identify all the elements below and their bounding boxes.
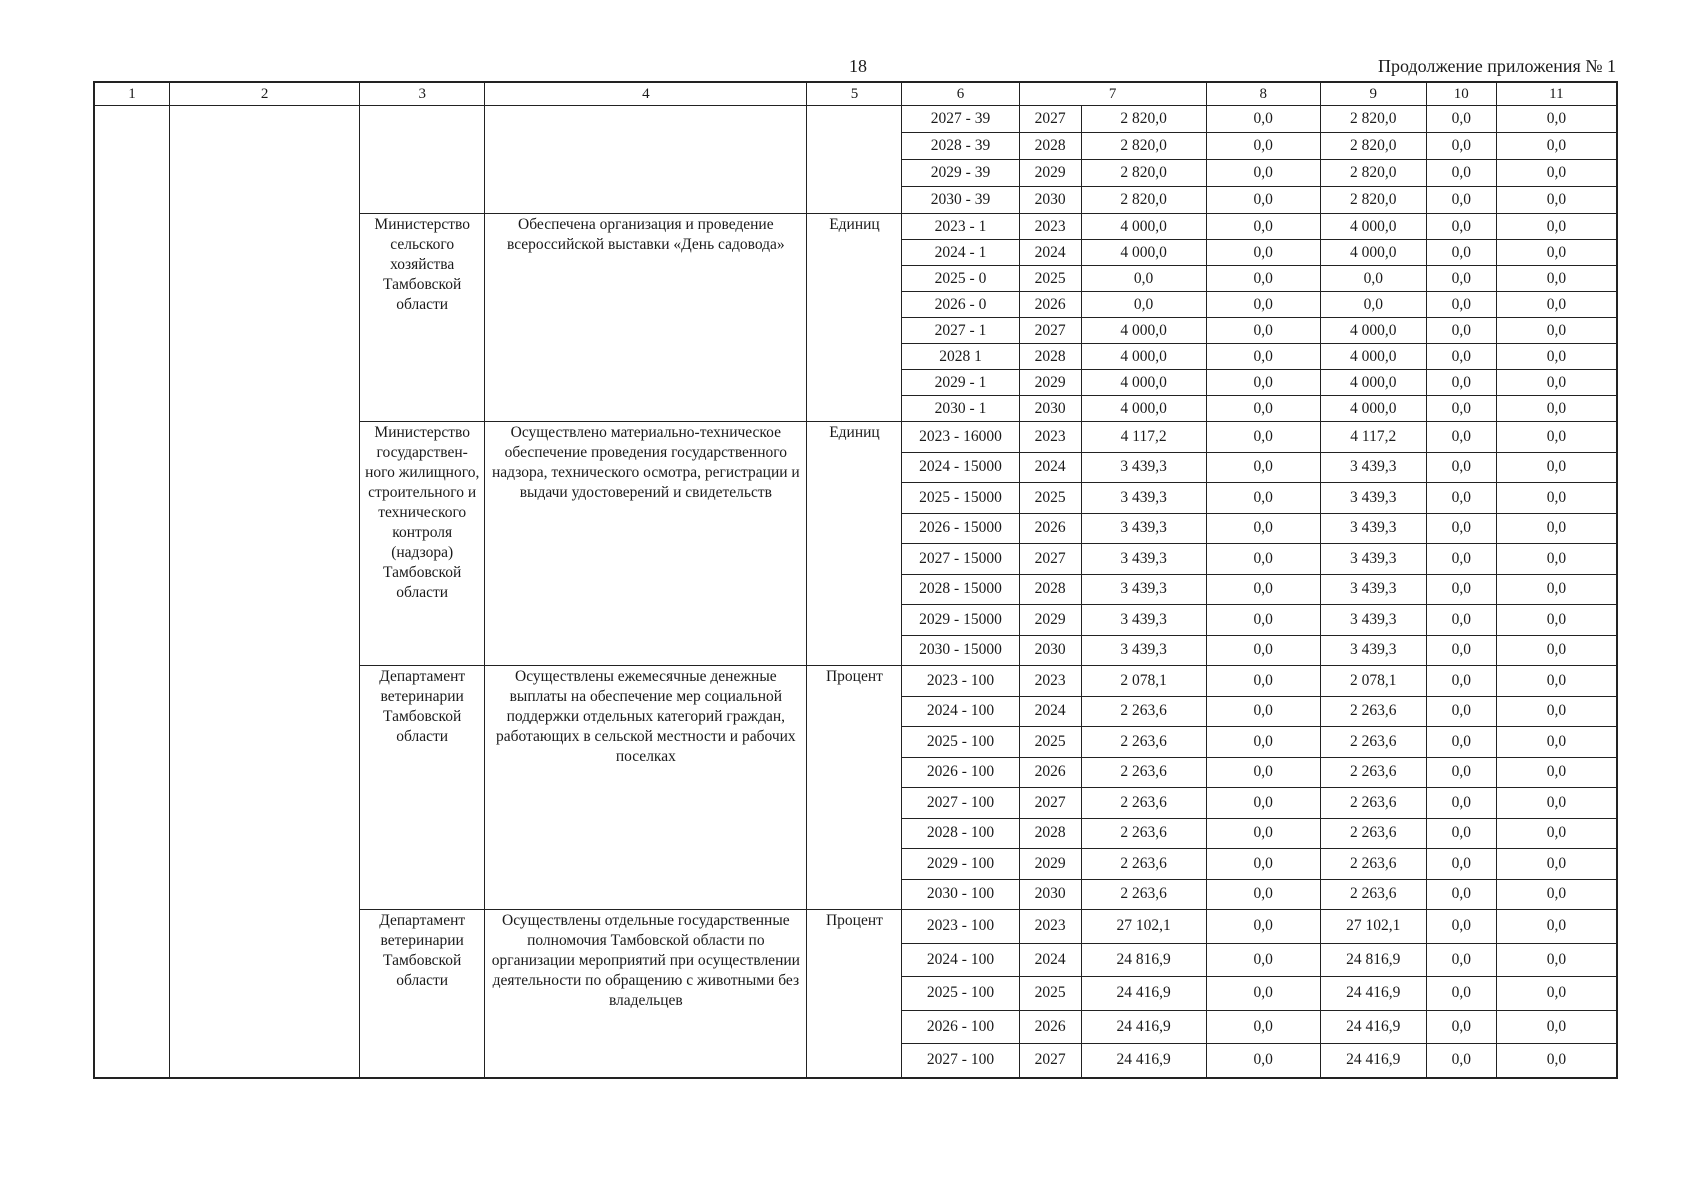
target-value: 2025 - 100	[902, 977, 1019, 1011]
amount-col-9: 3 439,3	[1320, 605, 1426, 636]
col-number-8: 8	[1206, 83, 1320, 106]
target-value: 2026 - 0	[902, 292, 1019, 318]
year: 2028	[1019, 818, 1081, 849]
year: 2026	[1019, 292, 1081, 318]
col-number-5: 5	[807, 83, 902, 106]
amount-col-8: 0,0	[1206, 544, 1320, 575]
col-number-1: 1	[95, 83, 170, 106]
col2-cell	[170, 106, 360, 1078]
amount-col-9: 2 820,0	[1320, 160, 1426, 187]
year: 2028	[1019, 574, 1081, 605]
amount-col-10: 0,0	[1426, 1044, 1496, 1078]
col-number-4: 4	[485, 83, 807, 106]
target-value: 2024 - 100	[902, 696, 1019, 727]
amount-col-10: 0,0	[1426, 187, 1496, 214]
amount-col-11: 0,0	[1496, 160, 1616, 187]
target-value: 2029 - 1	[902, 370, 1019, 396]
year: 2025	[1019, 977, 1081, 1011]
amount-col-11: 0,0	[1496, 422, 1616, 453]
amount-col-9: 4 000,0	[1320, 318, 1426, 344]
target-value: 2028 - 100	[902, 818, 1019, 849]
amount-total: 4 000,0	[1081, 396, 1206, 422]
amount-col-8: 0,0	[1206, 344, 1320, 370]
amount-col-10: 0,0	[1426, 133, 1496, 160]
amount-total: 2 263,6	[1081, 727, 1206, 758]
amount-total: 2 820,0	[1081, 187, 1206, 214]
amount-col-11: 0,0	[1496, 214, 1616, 240]
amount-col-9: 3 439,3	[1320, 483, 1426, 514]
amount-col-8: 0,0	[1206, 133, 1320, 160]
target-value: 2023 - 100	[902, 910, 1019, 944]
amount-col-10: 0,0	[1426, 605, 1496, 636]
year: 2029	[1019, 160, 1081, 187]
amount-total: 0,0	[1081, 266, 1206, 292]
amount-total: 3 439,3	[1081, 635, 1206, 666]
result-description: Осуществлено материально-техническое обеспечение проведения государственного надзора, технического осмотра, регистрации и выдачи удостоверений и свидетельств	[485, 422, 807, 666]
target-value: 2025 - 0	[902, 266, 1019, 292]
amount-col-9: 2 820,0	[1320, 133, 1426, 160]
amount-col-9: 2 263,6	[1320, 696, 1426, 727]
amount-total: 2 078,1	[1081, 666, 1206, 697]
year: 2025	[1019, 483, 1081, 514]
amount-col-8: 0,0	[1206, 727, 1320, 758]
amount-total: 2 263,6	[1081, 757, 1206, 788]
amount-col-10: 0,0	[1426, 214, 1496, 240]
amount-col-11: 0,0	[1496, 977, 1616, 1011]
amount-col-11: 0,0	[1496, 757, 1616, 788]
amount-col-8: 0,0	[1206, 1044, 1320, 1078]
col1-cell	[95, 106, 170, 1078]
amount-col-10: 0,0	[1426, 160, 1496, 187]
amount-col-9: 2 263,6	[1320, 788, 1426, 819]
amount-total: 2 820,0	[1081, 160, 1206, 187]
amount-total: 2 263,6	[1081, 879, 1206, 910]
year: 2024	[1019, 943, 1081, 977]
amount-col-9: 4 000,0	[1320, 344, 1426, 370]
amount-col-8: 0,0	[1206, 818, 1320, 849]
amount-col-10: 0,0	[1426, 574, 1496, 605]
amount-col-11: 0,0	[1496, 849, 1616, 880]
year: 2030	[1019, 187, 1081, 214]
amount-col-11: 0,0	[1496, 106, 1616, 133]
year: 2027	[1019, 106, 1081, 133]
target-value: 2026 - 15000	[902, 513, 1019, 544]
amount-col-10: 0,0	[1426, 483, 1496, 514]
amount-total: 4 000,0	[1081, 344, 1206, 370]
amount-total: 3 439,3	[1081, 574, 1206, 605]
amount-col-11: 0,0	[1496, 483, 1616, 514]
target-value: 2028 - 39	[902, 133, 1019, 160]
amount-col-9: 24 416,9	[1320, 1010, 1426, 1044]
col-number-7: 7	[1019, 83, 1206, 106]
amount-col-8: 0,0	[1206, 292, 1320, 318]
target-value: 2030 - 100	[902, 879, 1019, 910]
amount-total: 2 263,6	[1081, 849, 1206, 880]
amount-col-9: 4 117,2	[1320, 422, 1426, 453]
amount-col-11: 0,0	[1496, 513, 1616, 544]
year: 2029	[1019, 605, 1081, 636]
amount-total: 3 439,3	[1081, 483, 1206, 514]
amount-col-10: 0,0	[1426, 240, 1496, 266]
target-value: 2027 - 100	[902, 788, 1019, 819]
amount-col-10: 0,0	[1426, 318, 1496, 344]
amount-col-10: 0,0	[1426, 266, 1496, 292]
amount-col-9: 3 439,3	[1320, 635, 1426, 666]
amount-col-11: 0,0	[1496, 1044, 1616, 1078]
amount-col-9: 3 439,3	[1320, 544, 1426, 575]
year: 2025	[1019, 266, 1081, 292]
amount-col-8: 0,0	[1206, 513, 1320, 544]
target-value: 2024 - 1	[902, 240, 1019, 266]
target-value: 2024 - 15000	[902, 452, 1019, 483]
year: 2029	[1019, 370, 1081, 396]
year: 2029	[1019, 849, 1081, 880]
amount-col-11: 0,0	[1496, 292, 1616, 318]
amount-col-9: 4 000,0	[1320, 214, 1426, 240]
year: 2026	[1019, 513, 1081, 544]
amount-total: 2 263,6	[1081, 696, 1206, 727]
amount-col-8: 0,0	[1206, 666, 1320, 697]
amount-col-8: 0,0	[1206, 160, 1320, 187]
amount-col-9: 0,0	[1320, 266, 1426, 292]
amount-col-11: 0,0	[1496, 727, 1616, 758]
amount-col-10: 0,0	[1426, 910, 1496, 944]
amount-col-9: 4 000,0	[1320, 370, 1426, 396]
amount-col-9: 2 263,6	[1320, 757, 1426, 788]
target-value: 2025 - 100	[902, 727, 1019, 758]
target-value: 2029 - 39	[902, 160, 1019, 187]
amount-col-10: 0,0	[1426, 757, 1496, 788]
result-description: Осуществлены ежемесячные денежные выплаты на обеспечение мер социальной поддержки отдельных категорий граждан, работающих в сельской местности и рабочих поселках	[485, 666, 807, 910]
amount-col-10: 0,0	[1426, 727, 1496, 758]
column-number-row	[95, 83, 1617, 106]
amount-col-9: 2 263,6	[1320, 849, 1426, 880]
amount-col-11: 0,0	[1496, 788, 1616, 819]
target-value: 2030 - 1	[902, 396, 1019, 422]
year: 2023	[1019, 214, 1081, 240]
table-row	[95, 106, 1617, 133]
amount-col-10: 0,0	[1426, 513, 1496, 544]
amount-col-10: 0,0	[1426, 1010, 1496, 1044]
year: 2026	[1019, 757, 1081, 788]
amount-col-10: 0,0	[1426, 544, 1496, 575]
amount-col-11: 0,0	[1496, 1010, 1616, 1044]
amount-total: 3 439,3	[1081, 452, 1206, 483]
amount-col-11: 0,0	[1496, 910, 1616, 944]
target-value: 2027 - 39	[902, 106, 1019, 133]
amount-total: 3 439,3	[1081, 513, 1206, 544]
amount-col-8: 0,0	[1206, 879, 1320, 910]
amount-col-8: 0,0	[1206, 574, 1320, 605]
amount-col-8: 0,0	[1206, 422, 1320, 453]
amount-col-11: 0,0	[1496, 240, 1616, 266]
amount-col-8: 0,0	[1206, 943, 1320, 977]
amount-col-11: 0,0	[1496, 544, 1616, 575]
amount-col-11: 0,0	[1496, 635, 1616, 666]
unit-of-measure	[807, 106, 902, 214]
amount-total: 4 000,0	[1081, 214, 1206, 240]
amount-col-10: 0,0	[1426, 396, 1496, 422]
amount-col-10: 0,0	[1426, 977, 1496, 1011]
col-number-9: 9	[1320, 83, 1426, 106]
amount-col-11: 0,0	[1496, 396, 1616, 422]
col-number-2: 2	[170, 83, 360, 106]
continuation-label: Продолжение приложения № 1	[1377, 56, 1616, 76]
amount-total: 24 416,9	[1081, 1010, 1206, 1044]
amount-col-11: 0,0	[1496, 133, 1616, 160]
amount-total: 4 117,2	[1081, 422, 1206, 453]
responsible-agency: Министерство государствен-ного жилищного, строительного и технического контроля (надзора) Тамбовской области	[360, 422, 485, 666]
amount-col-11: 0,0	[1496, 943, 1616, 977]
result-description	[485, 106, 807, 214]
unit-of-measure: Единиц	[807, 214, 902, 422]
amount-col-11: 0,0	[1496, 696, 1616, 727]
amount-col-9: 2 263,6	[1320, 818, 1426, 849]
amount-total: 4 000,0	[1081, 370, 1206, 396]
result-description: Обеспечена организация и проведение всероссийской выставки «День садовода»	[485, 214, 807, 422]
amount-col-9: 24 416,9	[1320, 977, 1426, 1011]
col-number-3: 3	[360, 83, 485, 106]
year: 2023	[1019, 910, 1081, 944]
year: 2030	[1019, 879, 1081, 910]
amount-col-10: 0,0	[1426, 292, 1496, 318]
amount-col-8: 0,0	[1206, 635, 1320, 666]
amount-total: 2 820,0	[1081, 133, 1206, 160]
amount-total: 3 439,3	[1081, 605, 1206, 636]
year: 2030	[1019, 635, 1081, 666]
target-value: 2027 - 15000	[902, 544, 1019, 575]
amount-col-9: 2 078,1	[1320, 666, 1426, 697]
amount-col-8: 0,0	[1206, 452, 1320, 483]
amount-col-10: 0,0	[1426, 344, 1496, 370]
responsible-agency: Министерство сельского хозяйства Тамбовской области	[360, 214, 485, 422]
amount-col-11: 0,0	[1496, 266, 1616, 292]
amount-col-10: 0,0	[1426, 422, 1496, 453]
target-value: 2024 - 100	[902, 943, 1019, 977]
amount-col-10: 0,0	[1426, 452, 1496, 483]
amount-col-9: 2 820,0	[1320, 187, 1426, 214]
amount-col-9: 3 439,3	[1320, 513, 1426, 544]
amount-col-8: 0,0	[1206, 696, 1320, 727]
page-number: 18	[849, 56, 867, 76]
amount-col-8: 0,0	[1206, 240, 1320, 266]
amount-col-9: 4 000,0	[1320, 396, 1426, 422]
year: 2028	[1019, 344, 1081, 370]
amount-col-10: 0,0	[1426, 849, 1496, 880]
responsible-agency: Департамент ветеринарии Тамбовской области	[360, 910, 485, 1078]
amount-col-10: 0,0	[1426, 788, 1496, 819]
target-value: 2023 - 1	[902, 214, 1019, 240]
year: 2026	[1019, 1010, 1081, 1044]
target-value: 2026 - 100	[902, 1010, 1019, 1044]
amount-col-11: 0,0	[1496, 318, 1616, 344]
amount-total: 2 820,0	[1081, 106, 1206, 133]
col-number-6: 6	[902, 83, 1019, 106]
amount-col-10: 0,0	[1426, 106, 1496, 133]
amount-col-9: 3 439,3	[1320, 574, 1426, 605]
col-number-11: 11	[1496, 83, 1616, 106]
amount-col-9: 24 816,9	[1320, 943, 1426, 977]
amount-col-9: 27 102,1	[1320, 910, 1426, 944]
year: 2023	[1019, 666, 1081, 697]
amount-col-11: 0,0	[1496, 370, 1616, 396]
amount-col-8: 0,0	[1206, 977, 1320, 1011]
amount-total: 2 263,6	[1081, 788, 1206, 819]
amount-col-10: 0,0	[1426, 666, 1496, 697]
target-value: 2027 - 100	[902, 1044, 1019, 1078]
responsible-agency	[360, 106, 485, 214]
amount-col-9: 2 263,6	[1320, 727, 1426, 758]
target-value: 2030 - 15000	[902, 635, 1019, 666]
amount-col-10: 0,0	[1426, 635, 1496, 666]
amount-total: 2 263,6	[1081, 818, 1206, 849]
amount-col-9: 0,0	[1320, 292, 1426, 318]
amount-col-8: 0,0	[1206, 757, 1320, 788]
amount-col-11: 0,0	[1496, 187, 1616, 214]
target-value: 2023 - 100	[902, 666, 1019, 697]
amount-col-10: 0,0	[1426, 696, 1496, 727]
amount-col-9: 3 439,3	[1320, 452, 1426, 483]
amount-col-10: 0,0	[1426, 818, 1496, 849]
amount-col-10: 0,0	[1426, 370, 1496, 396]
amount-col-8: 0,0	[1206, 1010, 1320, 1044]
amount-col-10: 0,0	[1426, 879, 1496, 910]
target-value: 2030 - 39	[902, 187, 1019, 214]
amount-col-9: 2 263,6	[1320, 879, 1426, 910]
amount-col-11: 0,0	[1496, 452, 1616, 483]
responsible-agency: Департамент ветеринарии Тамбовской области	[360, 666, 485, 910]
year: 2023	[1019, 422, 1081, 453]
year: 2024	[1019, 452, 1081, 483]
amount-col-11: 0,0	[1496, 574, 1616, 605]
amount-col-8: 0,0	[1206, 370, 1320, 396]
amount-col-9: 2 820,0	[1320, 106, 1426, 133]
year: 2024	[1019, 240, 1081, 266]
amount-col-11: 0,0	[1496, 666, 1616, 697]
unit-of-measure: Единиц	[807, 422, 902, 666]
amount-col-8: 0,0	[1206, 788, 1320, 819]
amount-total: 24 816,9	[1081, 943, 1206, 977]
amount-col-11: 0,0	[1496, 879, 1616, 910]
amount-total: 4 000,0	[1081, 240, 1206, 266]
amount-col-10: 0,0	[1426, 943, 1496, 977]
year: 2025	[1019, 727, 1081, 758]
year: 2027	[1019, 318, 1081, 344]
unit-of-measure: Процент	[807, 910, 902, 1078]
year: 2028	[1019, 133, 1081, 160]
target-value: 2029 - 100	[902, 849, 1019, 880]
amount-total: 24 416,9	[1081, 977, 1206, 1011]
amount-col-11: 0,0	[1496, 605, 1616, 636]
amount-col-8: 0,0	[1206, 849, 1320, 880]
amount-col-8: 0,0	[1206, 318, 1320, 344]
amount-col-8: 0,0	[1206, 605, 1320, 636]
amount-col-8: 0,0	[1206, 214, 1320, 240]
year: 2027	[1019, 788, 1081, 819]
year: 2027	[1019, 544, 1081, 575]
amount-col-8: 0,0	[1206, 266, 1320, 292]
amount-col-8: 0,0	[1206, 106, 1320, 133]
amount-col-8: 0,0	[1206, 910, 1320, 944]
amount-total: 0,0	[1081, 292, 1206, 318]
data-table	[94, 82, 1617, 1078]
target-value: 2028 - 15000	[902, 574, 1019, 605]
amount-col-11: 0,0	[1496, 818, 1616, 849]
year: 2024	[1019, 696, 1081, 727]
amount-col-8: 0,0	[1206, 483, 1320, 514]
table-body	[95, 83, 1617, 1078]
unit-of-measure: Процент	[807, 666, 902, 910]
target-value: 2028 1	[902, 344, 1019, 370]
amount-col-9: 24 416,9	[1320, 1044, 1426, 1078]
target-value: 2027 - 1	[902, 318, 1019, 344]
result-description: Осуществлены отдельные государственные полномочия Тамбовской области по организации мероприятий при осуществлении деятельности по обращению с животными без владельцев	[485, 910, 807, 1078]
target-value: 2023 - 16000	[902, 422, 1019, 453]
amount-col-8: 0,0	[1206, 396, 1320, 422]
year: 2030	[1019, 396, 1081, 422]
year: 2027	[1019, 1044, 1081, 1078]
target-value: 2029 - 15000	[902, 605, 1019, 636]
amount-total: 24 416,9	[1081, 1044, 1206, 1078]
amount-total: 3 439,3	[1081, 544, 1206, 575]
amount-total: 27 102,1	[1081, 910, 1206, 944]
amount-col-11: 0,0	[1496, 344, 1616, 370]
amount-total: 4 000,0	[1081, 318, 1206, 344]
target-value: 2026 - 100	[902, 757, 1019, 788]
amount-col-9: 4 000,0	[1320, 240, 1426, 266]
amount-col-8: 0,0	[1206, 187, 1320, 214]
col-number-10: 10	[1426, 83, 1496, 106]
target-value: 2025 - 15000	[902, 483, 1019, 514]
